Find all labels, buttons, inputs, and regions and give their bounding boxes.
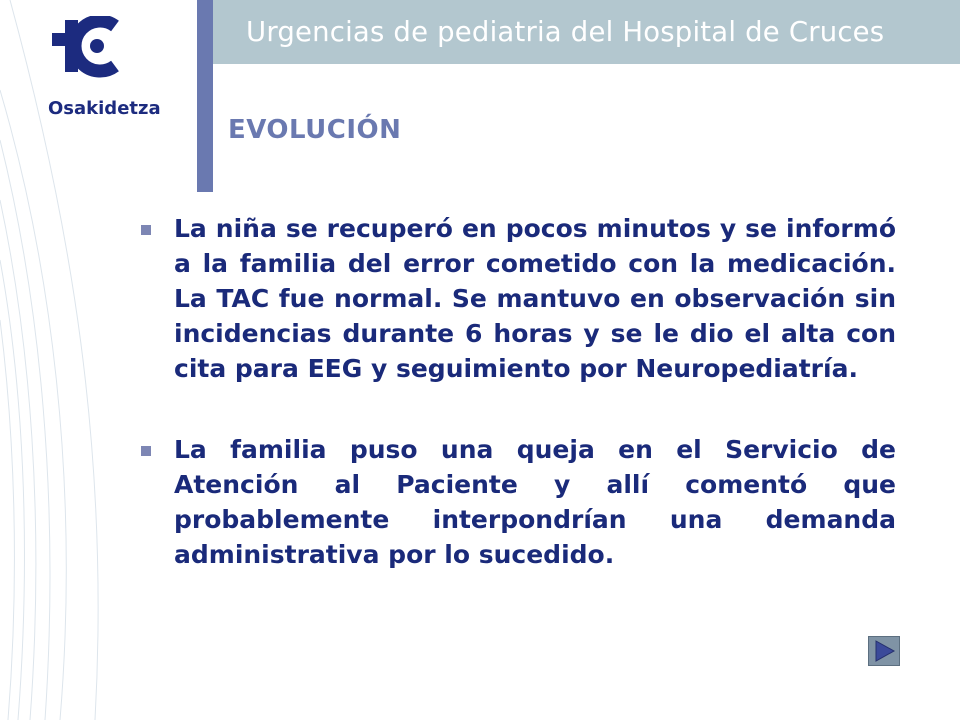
section-title: EVOLUCIÓN bbox=[228, 115, 402, 145]
bullet-text: La familia puso una queja en el Servicio de Atención al Paciente y allí comentó que probablemente interpondrían una demanda administrativa por lo sucedido. bbox=[174, 435, 896, 569]
bullet-text: La niña se recuperó en pocos minutos y se informó a la familia del error cometido con la medicación. La TAC fue normal. Se mantuvo en observación sin incidencias durante 6 horas y se le dio el alta con cita para EEG y seguimiento por Neuropediatría. bbox=[174, 214, 896, 383]
bullet-item bbox=[136, 211, 896, 386]
bullet-square-icon bbox=[141, 225, 151, 235]
logo-text: Osakidetza bbox=[48, 98, 161, 119]
play-icon bbox=[872, 640, 896, 662]
bullet-item bbox=[136, 432, 896, 572]
osakidetza-logo-icon bbox=[49, 16, 119, 96]
vertical-accent-bar bbox=[197, 0, 213, 192]
logo bbox=[34, 16, 184, 136]
bullet-list bbox=[136, 211, 896, 618]
header-title: Urgencias de pediatria del Hospital de Cruces bbox=[246, 16, 885, 48]
next-slide-button[interactable] bbox=[868, 636, 900, 666]
bullet-square-icon bbox=[141, 446, 151, 456]
